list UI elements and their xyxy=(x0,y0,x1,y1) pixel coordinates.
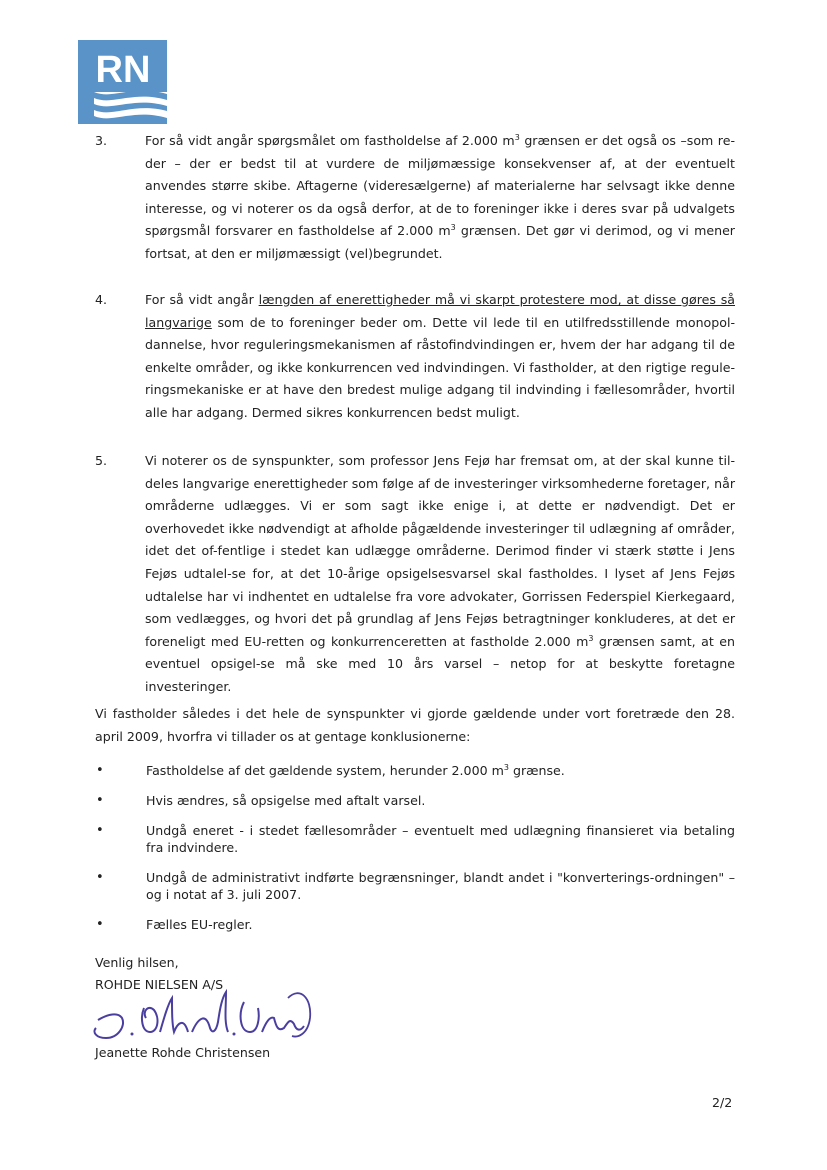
paragraph-body: For så vidt angår længden af enerettigheder må vi skarpt protestere mod, at disse gøres så langvarige som de to foreninger beder om. Dette vil lede til en utilfredsstillende monopol-dannelse, hvor reguleringsmekanismen af råstofindvindingen er, hvem der har adgang til de enkelte områder, og ikke konkurrencen ved indvindingen. Vi fastholder, at den rigtige regule-ringsmekaniske er at have den bredest mulige adgang til indvinding i fællesområder, hvortil alle har adgang. Dermed sikres konkurrencen bedst muligt. xyxy=(145,292,735,420)
list-item: • Fælles EU-regler. xyxy=(96,917,253,932)
page-number: 2/2 xyxy=(712,1095,733,1110)
list-item: • Hvis ændres, så opsigelse med aftalt varsel. xyxy=(96,793,426,808)
list-item: • Undgå eneret - i stedet fællesområder – eventuelt med udlægning finansieret via betaling fra indvindere. xyxy=(96,823,735,855)
numbered-paragraph-4 xyxy=(95,289,735,425)
rn-logo-icon xyxy=(78,40,167,124)
handwritten-signature xyxy=(88,978,318,1044)
bullet-icon: • xyxy=(96,870,104,885)
paragraph-number: 3. xyxy=(95,133,108,148)
signature-icon xyxy=(88,978,318,1044)
paragraph-number: 4. xyxy=(95,292,108,307)
svg-text:RN: RN xyxy=(95,49,151,91)
list-item: • Undgå de administrativt indførte begrænsninger, blandt andet i "konverterings-ordningen" – og i notat af 3. juli 2007. xyxy=(96,870,735,902)
greeting: Venlig hilsen, xyxy=(95,955,179,970)
underlined-text: længden af enerettigheder må vi skarpt protestere mod, at disse gøres så langvarige xyxy=(145,292,735,330)
signer-name: Jeanette Rohde Christensen xyxy=(95,1045,271,1060)
bullet-icon: • xyxy=(96,793,104,808)
paragraph-number: 5. xyxy=(95,453,108,468)
bullet-icon: • xyxy=(96,917,104,932)
company-name: ROHDE NIELSEN A/S xyxy=(95,977,224,992)
paragraph-body: For så vidt angår spørgsmålet om fastholdelse af 2.000 $m^3$ grænsen er det også os –som re-der – der er bedst til at vurdere de miljømæssige konsekvenser af, at der eventuelt anvendes større skibe. Aftagerne (videresælgerne) af materialerne har selvsagt ikke denne interesse, og vi noterer os da også derfor, at de to foreninger ikke i deres svar på udvalgets spørgsmål forsvarer en fastholdelse af 2.000 $m^3$ grænsen. Det gør vi derimod, og vi mener fortsat, at den er miljømæssigt (vel)begrundet. xyxy=(145,132,735,261)
numbered-paragraph-3 xyxy=(95,130,735,266)
conclusion-paragraph: Vi fastholder således i det hele de synspunkter vi gjorde gældende under vort foretræde den 28. april 2009, hvorfra vi tillader os at gentage konklusionerne: xyxy=(95,706,735,744)
paragraph-body: Vi noterer os de synspunkter, som professor Jens Fejø har fremsat om, at der skal kunne til-deles langvarige enerettigheder som følge af de investeringer virksomhederne foretager, når områderne udlægges. Vi er som sagt ikke enige i, at dette er nødvendigt. Det er overhovedet ikke nødvendigt at afholde pågældende investeringer til udlægning af områder, idet det of-fentlige i stedet kan udlægge områderne. Derimod finder vi stærk støtte i Jens Fejøs udtalel-se for, at det 10-årige opsigelsesvarsel skal fastholdes. I lyset af Jens Fejøs udtalelse har vi indhentet en udtalelse fra vore advokater, Gorrissen Federspiel Kierkegaard, som vedlægges, og hvori det på grundlag af Jens Fejøs betragtninger konkluderes, at det er foreneligt med EU-retten og konkurrenceretten at fastholde 2.000 $m^3$ grænsen samt, at en eventuel opsigel-se må ske med 10 års varsel – netop for at beskytte foretagne investeringer. xyxy=(145,453,735,694)
company-logo xyxy=(78,40,167,124)
numbered-paragraph-5 xyxy=(95,450,735,699)
conclusion-list xyxy=(95,762,735,933)
bullet-icon: • xyxy=(96,823,104,838)
bullet-icon: • xyxy=(96,763,104,778)
list-item: • Fastholdelse af det gældende system, herunder 2.000 $m^3$ grænse. xyxy=(96,762,565,778)
